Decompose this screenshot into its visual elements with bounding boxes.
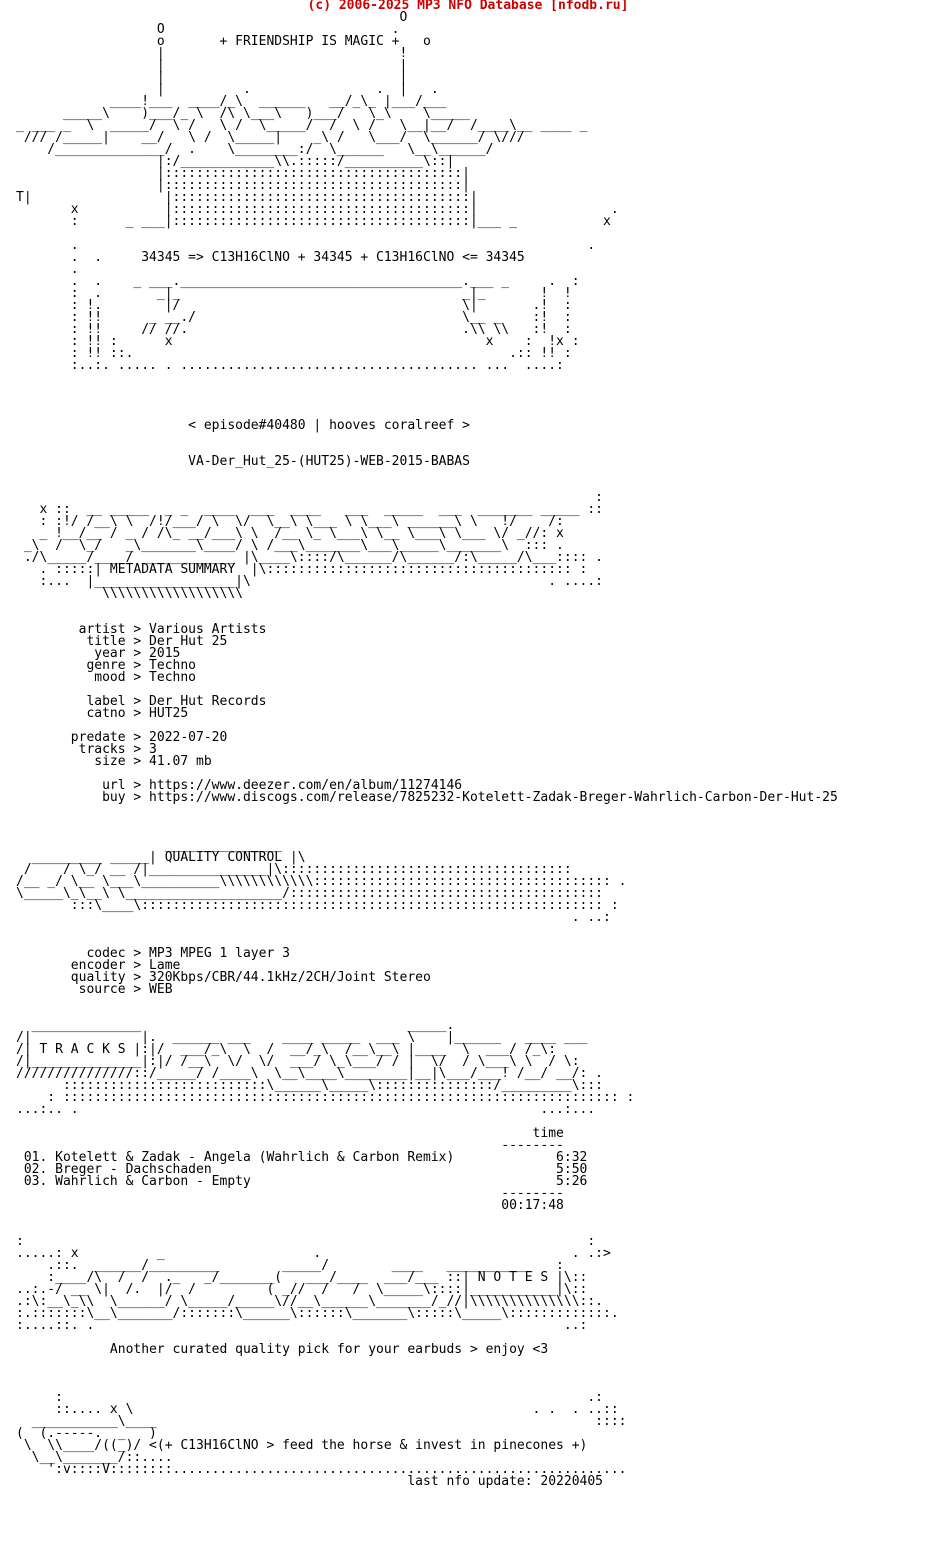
nfo-line: -------- [16, 1138, 564, 1153]
nfo-line [16, 396, 838, 408]
nfo-line: : !! _ __./ \__ _ :! : [16, 310, 572, 325]
nfo-line: ____!___ ____/_\ ______ __/_\_ |___/___ [16, 94, 447, 109]
nfo-line: mood > Techno [16, 670, 197, 685]
nfo-line: : !! : x x : !x : [16, 334, 580, 349]
nfo-line [16, 468, 838, 480]
nfo-line: :..:. ..... . ...................................... ... ....: [16, 358, 564, 373]
nfo-line: ( (.-----. _ ) [16, 1426, 157, 1441]
nfo-line: ::::::::::::::::::::::::::\______\_____\:::::::::::::::/_________\::: [16, 1078, 603, 1093]
nfo-line: _______________ [16, 838, 283, 853]
nfo-line: tracks > 3 [16, 742, 157, 757]
nfo-line: /| T R A C K S |:|/ ___/_\ \ / __/_\ /__\__\ |____ \ ___/ /_\: [16, 1042, 557, 1057]
nfo-line: ':v::::V::::::::.......................................................... [16, 1462, 627, 1477]
nfo-line: / / \_/ __ /|_______________|\::::::::::::::::::::::::::::::::::::: [16, 862, 572, 877]
nfo-line: |:/____________\\.:::::/__________\::| [16, 154, 455, 169]
nfo-line: time [16, 1126, 564, 1141]
nfo-line: : !! // //. .\\ \\ :! : [16, 322, 572, 337]
nfo-line: last nfo update: 20220405 [16, 1474, 603, 1489]
nfo-line: ..:.-/ __ \| /. |/ / ( _// / / \_____\::::|___________|\:: [16, 1282, 588, 1297]
nfo-line [16, 432, 838, 444]
nfo-line: o + FRIENDSHIP IS MAGIC + o [16, 34, 431, 49]
nfo-line: /// /_____| __/ \ / \_____| _\ / \___/ \______/ \/// [16, 130, 525, 145]
nfo-line [16, 816, 838, 828]
nfo-line: ...:.. . ...:... [16, 1102, 596, 1117]
nfo-line: url > https://www.deezer.com/en/album/11274146 [16, 778, 463, 793]
nfo-line: predate > 2022-07-20 [16, 730, 228, 745]
nfo-line: |::::::::::::::::::::::::::::::::::::::| [16, 178, 470, 193]
nfo-line: VA-Der_Hut_25-(HUT25)-WEB-2015-BABAS [16, 454, 470, 469]
nfo-line: title > Der Hut 25 [16, 634, 228, 649]
nfo-line: :... |__________________|\ . ....: [16, 574, 603, 589]
nfo-line: . . 34345 => C13H16ClNO + 34345 + C13H16ClNO <= 34345 [16, 250, 525, 265]
nfo-line: source > WEB [16, 982, 173, 997]
nfo-line: 00:17:48 [16, 1198, 564, 1213]
nfo-line: ::.... x \ . . . ..:: [16, 1402, 619, 1417]
nfo-line: O [16, 10, 408, 25]
nfo-line: ///////////////::/_____/ /____\ \__\____\________|__|\___/___! /__/ __/: . [16, 1066, 603, 1081]
nfo-line: year > 2015 [16, 646, 181, 661]
nfo-line: ___________\____ :::: [16, 1414, 627, 1429]
nfo-line: artist > Various Artists [16, 622, 267, 637]
nfo-line: | | [16, 58, 408, 73]
nfo-line: catno > HUT25 [16, 706, 189, 721]
nfo-line [16, 1368, 838, 1380]
nfo-ascii-text [16, 12, 838, 1488]
nfo-line [16, 1356, 838, 1368]
nfo-line: : : [16, 1234, 596, 1249]
nfo-line: _ !__/__ / _ / /\_ __/___\ \ /__ \_ \___\ \__ \___\ \___ \/ _//: x [16, 526, 564, 541]
nfo-line: : [16, 490, 603, 505]
nfo-line: . ..: [16, 910, 611, 925]
nfo-line: quality > 320Kbps/CBR/44.1kHz/2CH/Joint Stereo [16, 970, 431, 985]
nfo-line: .:\:__\_\\ \______/ \_____/_____\//__\______\_______/_//|\\\\\\\\\\\\\\::. [16, 1294, 603, 1309]
site-copyright-header[interactable]: (c) 2006-2025 MP3 NFO Database [nfodb.ru] [307, 0, 629, 13]
nfo-line: \__\_______/::.... [16, 1450, 173, 1465]
nfo-line: : :!/ /__\ \ /!/___/ \ \/ \__\ \___ \ \___\ ______\ \ !/ /: [16, 514, 564, 529]
nfo-line: genre > Techno [16, 658, 197, 673]
nfo-line: x |::::::::::::::::::::::::::::::::::::::| . [16, 202, 619, 217]
nfo-line: _____\ )___/_ \ /\ \___\ )___/ \_\ \_____ [16, 106, 470, 121]
nfo-line: -------- [16, 1186, 564, 1201]
nfo-line: \ \\____/((_)/ <(+ C13H16ClNO > feed the horse & invest in pinecones +) [16, 1438, 588, 1453]
nfo-line: /______________/ . \________:/ \______ \__\______/ [16, 142, 494, 157]
nfo-line: . . [16, 238, 596, 253]
nfo-line: . . _ ___.____________________________________.___ _ . : [16, 274, 580, 289]
nfo-line: x :: __ _____ _ _ ____ ___ ____ ___ _____ ___ _______ _____ :: [16, 502, 603, 517]
nfo-line: T| |::::::::::::::::::::::::::::::::::::::| [16, 190, 478, 205]
nfo-line: :____/\ / / ._ _/_______( ___/____ ___/___ ::| N O T E S |\:: [16, 1270, 588, 1285]
nfo-line: : !. |/ \| .! : [16, 298, 572, 313]
nfo-line: encoder > Lame [16, 958, 181, 973]
nfo-line: : .: [16, 1390, 603, 1405]
nfo-line: _\ / \_/ _\_______\____/ \ /___\_______\___\_____\_______\ ::: . [16, 538, 564, 553]
nfo-line: /__ _/ \__ \___\__________\\\\\\\\\\\\:::::::::::::::::::::::::::::::::::::: . [16, 874, 627, 889]
nfo-line: _________ _____| QUALITY CONTROL |\ [16, 850, 306, 865]
nfo-line: codec > MP3 MPEG 1 layer 3 [16, 946, 290, 961]
nfo-line: .....: x _ . . .:> [16, 1246, 611, 1261]
nfo-line: | . . | . [16, 82, 439, 97]
nfo-line [16, 804, 838, 816]
nfo-line: :....::. . ..: [16, 1318, 588, 1333]
nfo-line: . [16, 262, 79, 277]
nfo-line: :::\____\::::::::::::::::::::::::::::::::::::::::::::::::::::::::::: : [16, 898, 619, 913]
nfo-line: 01. Kotelett & Zadak - Angela (Wahrlich & Carbon Remix) 6:32 [16, 1150, 588, 1165]
nfo-line: .::. ______/_________ _____/ ____ ___________ : [16, 1258, 564, 1273]
nfo-line: ______________ _____. [16, 1018, 455, 1033]
nfo-line [16, 600, 838, 612]
nfo-line: < episode#40480 | hooves coralreef > [16, 418, 470, 433]
nfo-line: size > 41.07 mb [16, 754, 212, 769]
nfo-line: | ! [16, 46, 408, 61]
nfo-line [16, 924, 838, 936]
nfo-line: : _ ___|::::::::::::::::::::::::::::::::::::::|___ _ x [16, 214, 611, 229]
nfo-line [16, 1212, 838, 1224]
nfo-line [16, 372, 838, 384]
nfo-line: \\\\\\\\\\\\\\\\\\ [16, 586, 243, 601]
nfo-line: buy > https://www.discogs.com/release/7825232-Kotelett-Zadak-Breger-Wahrlich-Carbon-Der-Hut-25 [16, 790, 838, 805]
nfo-line: O . [16, 22, 400, 37]
nfo-line: label > Der Hut Records [16, 694, 267, 709]
nfo-line: : !! ::. .:: !! : [16, 346, 572, 361]
nfo-line: :.:::::::\__\_______/:::::::\______\::::::\_______\:::::\_____\:::::::::::::. [16, 1306, 619, 1321]
nfo-line: . :::::| METADATA SUMMARY |\::::::::::::::::::::::::::::::::::::::: : [16, 562, 588, 577]
nfo-line: /|______________|:|/ /__\ \/ \/ ___/ \_\___/ / | \/ / \___\ \ / \: [16, 1054, 580, 1069]
nfo-line [16, 996, 838, 1008]
nfo-line: Another curated quality pick for your earbuds > enjoy <3 [16, 1342, 549, 1357]
nfo-line: | | [16, 70, 408, 85]
nfo-line: : ::::::::::::::::::::::::::::::::::::::::::::::::::::::::::::::::::::::: : [16, 1090, 635, 1105]
nfo-line: ./\_____/____/ ____________ |\____\::::/\______/\______/:\_____/\___:::: . [16, 550, 603, 565]
nfo-line: 02. Breger - Dachschaden 5:50 [16, 1162, 588, 1177]
nfo-line: \_____\_\__\ \____________________/:::::::::::::::::::::::::::::::::::::::: [16, 886, 603, 901]
nfo-line: /| |. ______ ___ ____ _____ ___ \ |______ ____ ___ [16, 1030, 588, 1045]
nfo-line: _ ___ _ \ _____/ \ / \ / \_____/ / \ / \__|__/ /____\__ ____ _ [16, 118, 588, 133]
nfo-line [16, 384, 838, 396]
nfo-line: |::::::::::::::::::::::::::::::::::::::| [16, 166, 470, 181]
nfo-line: 03. Wahrlich & Carbon - Empty 5:26 [16, 1174, 588, 1189]
nfo-line: : . _|_ _|_ ! ! [16, 286, 572, 301]
